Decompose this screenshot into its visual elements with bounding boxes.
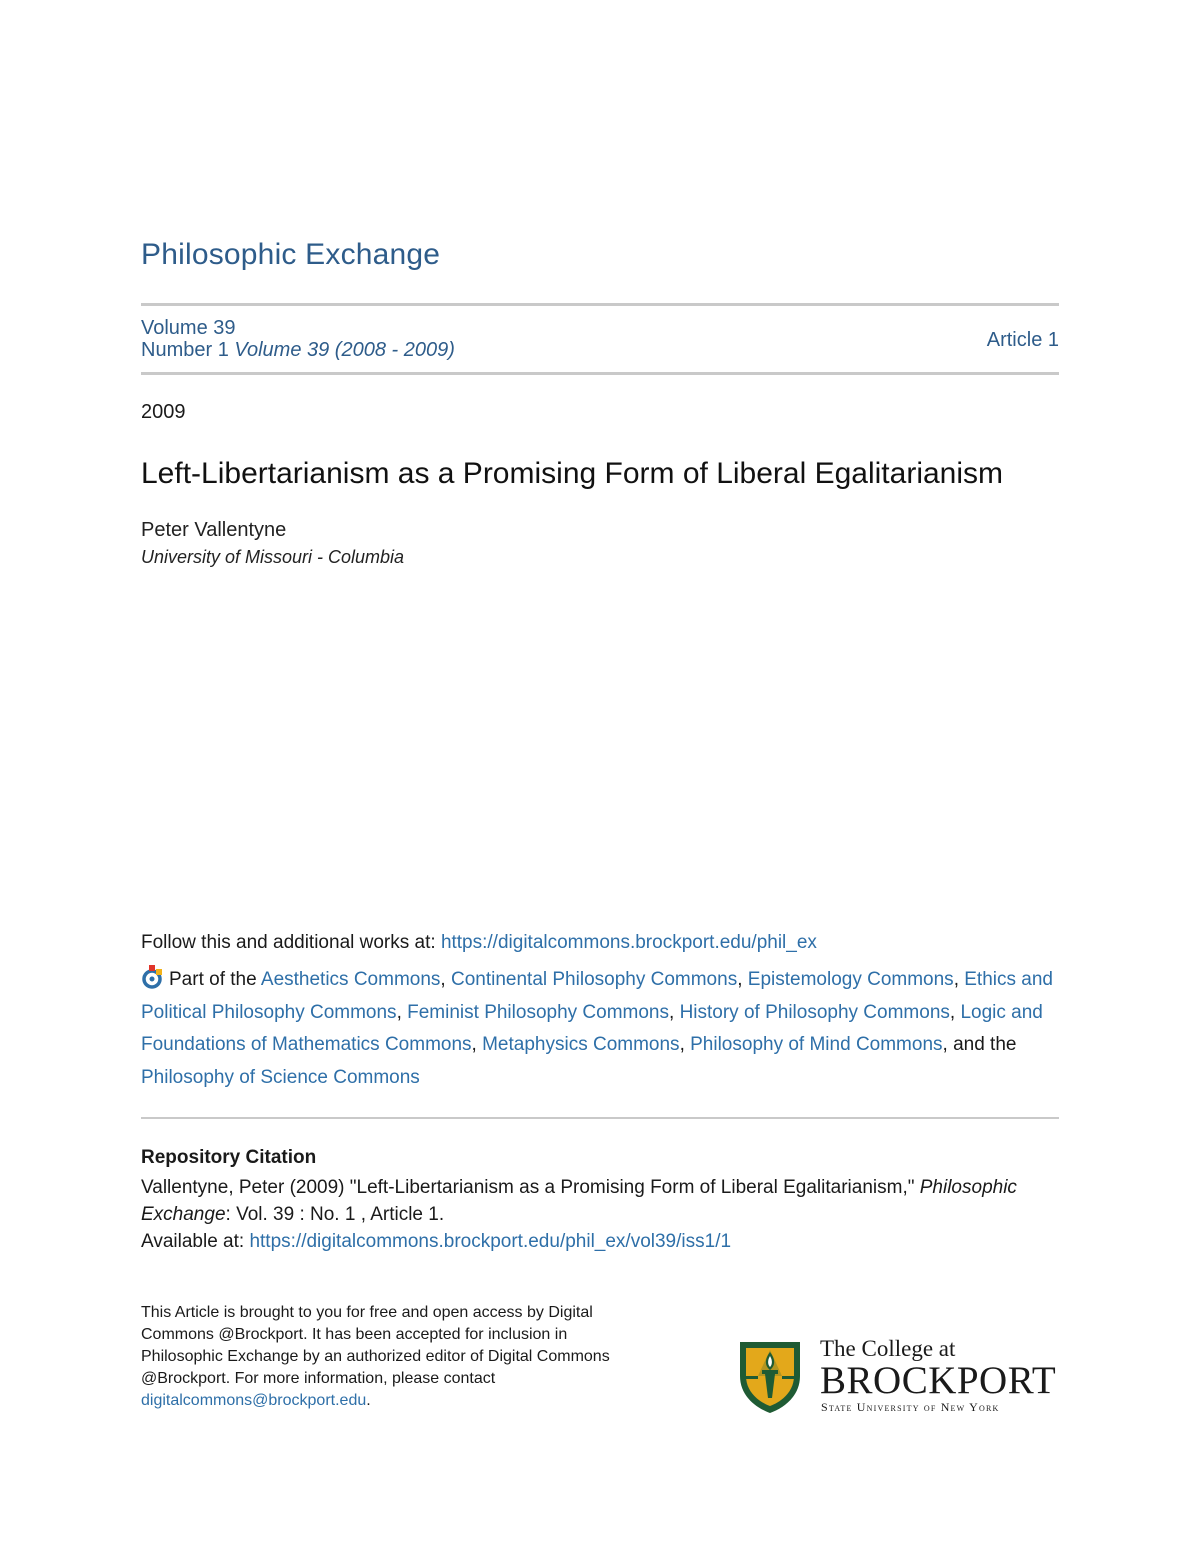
- commons-separator: ,: [949, 1001, 961, 1023]
- journal-title[interactable]: Philosophic Exchange: [141, 238, 441, 271]
- article-title[interactable]: Left-Libertarianism as a Promising Form of Liberal Egalitarianism: [141, 457, 1004, 490]
- divider: [141, 303, 1059, 306]
- access-statement: [141, 1302, 611, 1412]
- access-suffix: .: [366, 1392, 371, 1409]
- divider: [141, 1117, 1059, 1119]
- number-label: Number 1: [141, 339, 229, 361]
- commons-separator: ,: [669, 1001, 680, 1023]
- commons-separator: ,: [471, 1034, 483, 1055]
- citation-text-before: Vallentyne, Peter (2009) "Left-Libertarianism as a Promising Form of Liberal Egalitarianism,": [141, 1177, 920, 1198]
- divider: [141, 372, 1059, 375]
- commons-link[interactable]: Continental Philosophy Commons: [450, 969, 738, 990]
- commons-link[interactable]: Philosophy of Science Commons: [141, 1066, 420, 1088]
- commons-separator: ,: [953, 969, 965, 990]
- follow-line: [141, 932, 817, 954]
- article-number: Article 1: [986, 329, 1059, 351]
- access-text: This Article is brought to you for free and open access by Digital Commons @Brockport. It has been accepted for inclusion in Philosophic Exchange by an authorized editor of Digital Commons @Brockport. For more information, please contact: [141, 1304, 610, 1387]
- logo-line3: State University of New York: [821, 1400, 1000, 1414]
- repository-citation-heading: Repository Citation: [141, 1147, 317, 1168]
- logo-line2: BROCKPORT: [820, 1359, 1057, 1402]
- commons-separator: ,: [737, 969, 748, 990]
- follow-prefix: Follow this and additional works at:: [141, 932, 441, 953]
- commons-link[interactable]: Feminist Philosophy Commons: [407, 1001, 669, 1023]
- author-name: Peter Vallentyne: [141, 519, 287, 541]
- commons-link[interactable]: Aesthetics Commons: [260, 969, 441, 990]
- commons-link[interactable]: History of Philosophy Commons: [679, 1001, 950, 1023]
- volume-link[interactable]: Volume 39: [141, 317, 236, 339]
- collection-url-link[interactable]: https://digitalcommons.brockport.edu/phil_ex: [440, 932, 817, 953]
- citation-text-after: : Vol. 39 : No. 1 , Article 1.: [225, 1204, 445, 1225]
- commons-separator: ,: [679, 1034, 691, 1055]
- issue-title: Volume 39 (2008 - 2009): [234, 339, 455, 361]
- author-affiliation: University of Missouri - Columbia: [141, 547, 405, 567]
- article-url-link[interactable]: https://digitalcommons.brockport.edu/phil_ex/vol39/iss1/1: [249, 1231, 732, 1252]
- citation-journal: Philosophic Exchange: [141, 1177, 1017, 1225]
- commons-separator: ,: [440, 969, 451, 990]
- commons-link[interactable]: Epistemology Commons: [747, 969, 954, 990]
- contact-email-link[interactable]: digitalcommons@brockport.edu: [141, 1392, 367, 1409]
- commons-last-joiner: , and the: [942, 1034, 1017, 1055]
- commons-link[interactable]: Metaphysics Commons: [482, 1034, 680, 1055]
- commons-link[interactable]: Ethics and Political Philosophy Commons: [141, 969, 1053, 1023]
- commons-list: [141, 964, 1061, 1094]
- commons-items: [141, 969, 1053, 1055]
- commons-separator: ,: [396, 1001, 408, 1023]
- brockport-logo: [738, 1336, 1068, 1416]
- commons-link[interactable]: Philosophy of Mind Commons: [690, 1034, 943, 1055]
- issue-link[interactable]: [141, 339, 455, 362]
- network-icon: [141, 964, 165, 990]
- publication-year: 2009: [141, 401, 186, 423]
- shield-torch-icon: [738, 1336, 802, 1414]
- logo-line1: The College at: [820, 1336, 956, 1361]
- commons-prefix: Part of the: [169, 969, 261, 990]
- available-prefix: Available at:: [141, 1231, 250, 1252]
- citation-text: [141, 1174, 1071, 1255]
- commons-link[interactable]: Logic and Foundations of Mathematics Commons: [141, 1001, 1043, 1055]
